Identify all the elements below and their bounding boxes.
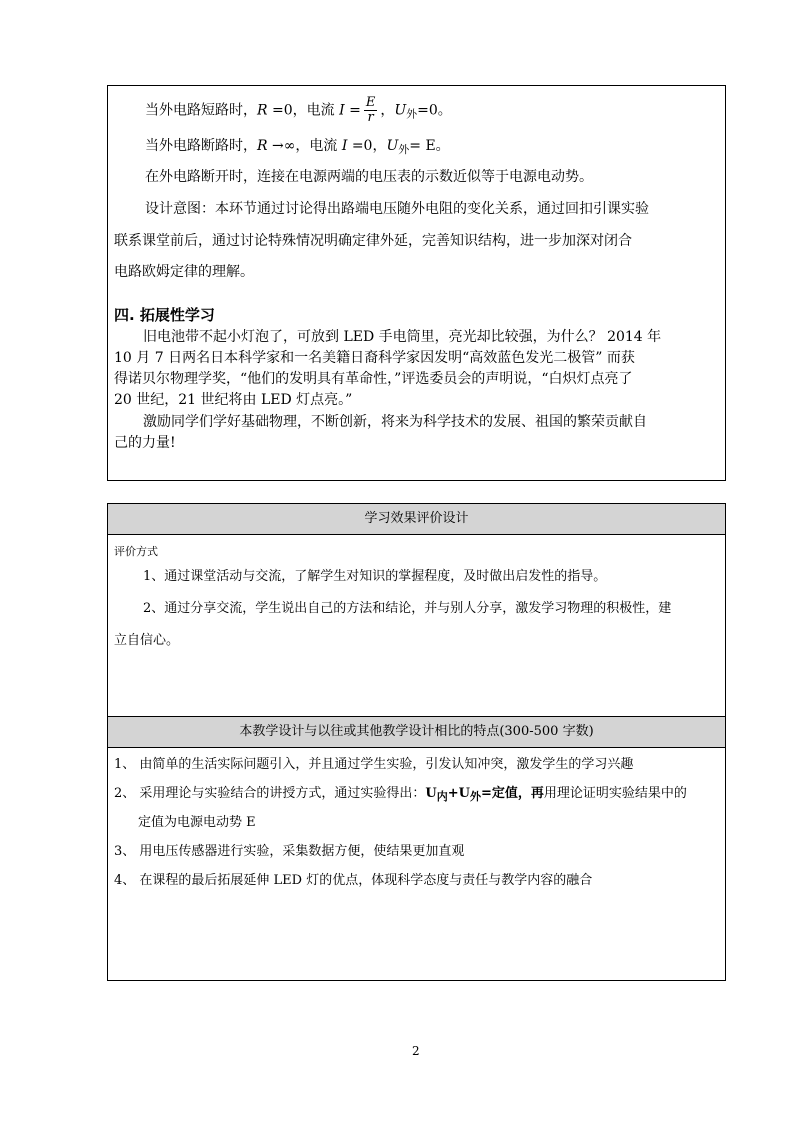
- encouragement-line-1: 激励同学们学好基础物理，不断创新，将来为科学技术的发展、祖国的繁荣贡献自: [143, 414, 647, 430]
- open-circuit-line: 当外电路断路时，R →∞，电流 I =0，$U_外= E$。: [145, 138, 450, 156]
- emf-fraction: $\frac{E}{r}$: [365, 95, 376, 125]
- evaluation-header: 学习效果评价设计: [108, 504, 725, 535]
- extension-paragraph-line-3: 得诺贝尔物理学奖，“他们的发明具有革命性，”评选委员会的声明说，“白炽灯点亮了: [114, 371, 633, 387]
- evaluation-item-2: 2、通过分享交流，学生说出自己的方法和结论，并与别人分享，激发学习物理的积极性，建: [143, 601, 672, 616]
- page-number: 2: [412, 1044, 420, 1058]
- feature-item-2: 2、 采用理论与实验结合的讲授方式，通过实验得出：$U_内+U_外=$定值，再用理论证明实验结果中的: [114, 786, 687, 803]
- feature-item-1: 1、 由简单的生活实际问题引入，并且通过学生实验，引发认知冲突，激发学生的学习兴趣: [114, 757, 634, 772]
- encouragement-line-2: 己的力量!: [114, 435, 176, 451]
- extension-paragraph-line-2: 10 月 7 日两名日本科学家和一名美籍日裔科学家因发明“高效蓝色发光二极管” 而获: [114, 350, 635, 366]
- design-intent-line-3: 电路欧姆定律的理解。: [114, 264, 254, 280]
- evaluation-item-2-cont: 立自信心。: [114, 633, 180, 648]
- voltmeter-note: 在外电路断开时，连接在电源两端的电压表的示数近似等于电源电动势。: [145, 169, 593, 185]
- extension-paragraph-line-4: 20 世纪，21 世纪将由 LED 灯点亮。”: [114, 392, 353, 408]
- evaluation-item-1: 1、通过课堂活动与交流，了解学生对知识的掌握程度，及时做出启发性的指导。: [143, 569, 607, 584]
- feature-item-4: 4、 在课程的最后拓展延伸 LED 灯的优点，体现科学态度与责任与教学内容的融合: [114, 873, 593, 888]
- short-circuit-line: 当外电路短路时，R =0，电流 I = $\frac{E}{r}$ ，$U_外=0$。: [145, 95, 452, 125]
- section-heading-extension: 四. 拓展性学习: [114, 306, 215, 324]
- design-intent-line-1: 设计意图：本环节通过讨论得出路端电压随外电阻的变化关系，通过回扣引课实验: [145, 201, 649, 217]
- feature-item-2-cont: 定值为电源电动势 E: [138, 815, 256, 830]
- features-header: 本教学设计与以往或其他教学设计相比的特点(300-500 字数): [108, 716, 725, 748]
- design-intent-line-2: 联系课堂前后，通过讨论特殊情况明确定律外延，完善知识结构，进一步加深对闭合: [114, 233, 632, 249]
- extension-paragraph-line-1: 旧电池带不起小灯泡了，可放到 LED 手电筒里，亮光却比较强，为什么？ 2014 年: [143, 329, 662, 345]
- evaluation-method-label: 评价方式: [114, 545, 158, 558]
- feature-item-3: 3、 用电压传感器进行实验，采集数据方便，使结果更加直观: [114, 844, 465, 859]
